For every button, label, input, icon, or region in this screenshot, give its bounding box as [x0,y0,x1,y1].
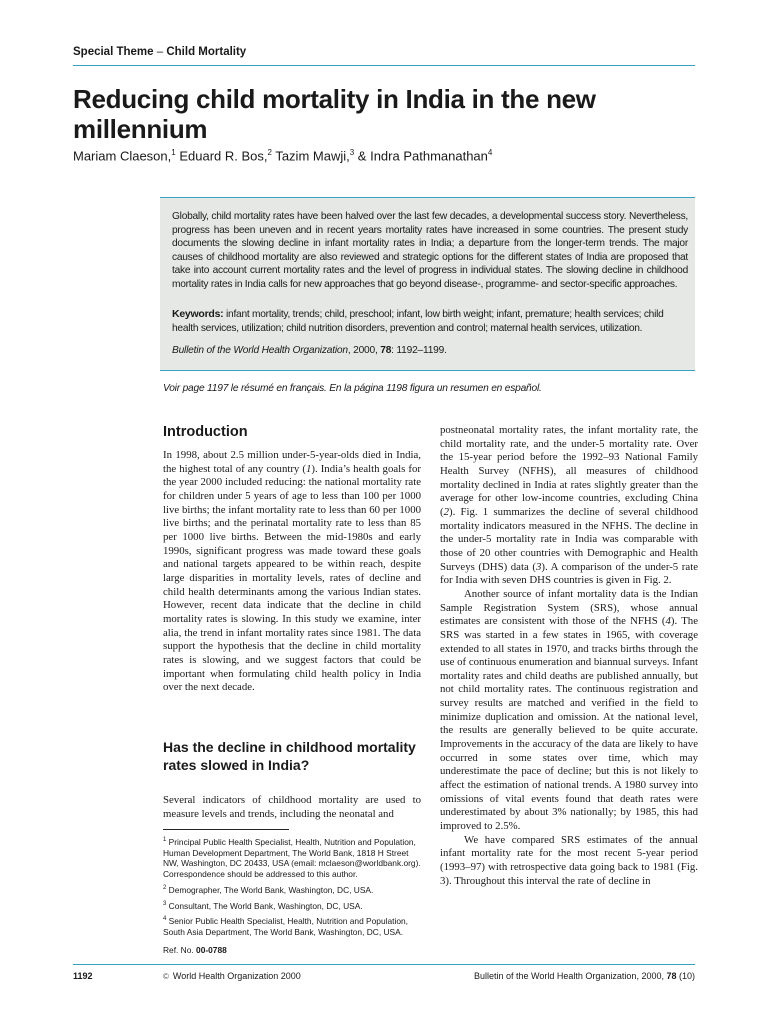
citation-journal: Bulletin of the World Health Organization [172,345,348,356]
citation-volume: 78 [380,345,392,356]
footnote [163,899,425,912]
keywords [172,308,688,335]
footnote-mark: 4 [163,916,167,923]
footnote-mark: 3 [163,900,167,907]
footnote-text: Principal Public Health Specialist, Health, Nutrition and Population, Human Development Department, The World Bank, 1818 H Street NW, Washington, DC 20433, USA (email: mclaeson@worldbank.org). Correspondence should be addressed to this author. [163,836,421,880]
copyright [163,971,301,981]
footnote-text: Consultant, The World Bank, Washington, DC, USA. [168,900,363,911]
footnote [163,914,425,937]
footnotes [163,835,425,955]
header-theme: Special Theme [73,46,154,58]
author-list [73,148,492,163]
header-divider [73,65,695,66]
footnote-mark: 2 [163,884,167,891]
author-affiliation-mark: 1 [171,148,176,157]
footnote [163,835,425,880]
section-heading-introduction: Introduction [163,424,248,440]
footnote-text: Demographer, The World Bank, Washington, DC, USA. [168,884,374,895]
author-affiliation-mark: 4 [487,148,493,157]
header-topic: Child Mortality [166,46,247,58]
article-title: Reducing child mortality in India in the new millennium [73,84,596,144]
right-column-text [440,424,698,888]
running-header [73,46,246,58]
footnote-text: Senior Public Health Specialist, Health, Nutrition and Population, South Asia Department, The World Bank, Washington, DC, USA. [163,915,408,937]
abstract-text: Globally, child mortality rates have been halved over the last few decades, a developmental success story. Nevertheless, progress has been uneven and in recent years mortality rates have increased in some countries. The present study documents the slowing decline in infant mortality rates in India; a departure from the longer-term trends. The major causes of childhood mortality are also reviewed and strategic options for the different states of India are proposed that take into account current mortality rates and the level of progress in individual states. The slowing decline in childhood mortality rates in India calls for new approaches that go beyond disease-, programme- and sector-specific approaches. [172,211,688,290]
author-name: Tazim Mawji, [271,148,350,164]
footer-issue: (10) [676,971,695,981]
keywords-list: infant mortality, trends; child, preschool; infant, low birth weight; infant, premature; health services; child health services, utilization; child nutrition disorders, prevention and control; maternal health services, utilization. [172,309,664,334]
reference-citation[interactable]: 4 [665,615,671,628]
reference-citation[interactable]: 1 [305,462,312,475]
copyright-text: World Health Organization 2000 [172,971,301,981]
copyright-icon: © [163,972,169,981]
decline-text [163,794,421,821]
paragraph-text: ). A comparison of the under-5 rate for India with seven DHS countries is given in Fig. 2. [440,560,698,587]
reference-citation[interactable]: 2 [443,505,450,518]
footer-journal-name: Bulletin of the World Health Organization, 2000, [474,971,667,981]
author-affiliation-mark: 3 [349,148,355,157]
author-name: & Indra Pathmanathan [354,148,488,164]
author-name: Mariam Claeson, [73,148,172,164]
ref-no-label: Ref. No. [163,944,197,955]
paragraph-text: postneonatal mortality rates, the infant mortality rate, the child mortality rate, and the under-5 mortality rate. Over the 15-year period before the 1992–93 National Family Health Survey (NFHS), all measures of childhood mortality declined in India at rates slightly greater than the average for other low-income countries, excluding China ( [440,424,698,518]
paragraph-text: Another source of infant mortality data is the Indian Sample Registration System (SRS), whose annual estimates are consistent with those of the NFHS ( [440,587,698,628]
introduction-text [163,449,421,695]
footnote [163,883,425,896]
footer-volume: 78 [666,971,677,981]
paragraph-text: Several indicators of childhood mortality are used to measure levels and trends, including the neonatal and [163,794,421,820]
footnote-mark: 1 [163,837,167,843]
reference-number [163,945,425,956]
author-affiliation-mark: 2 [267,148,272,157]
paragraph-text: In 1998, about 2.5 million under-5-year-olds died in India, the highest total of any country ( [163,449,421,475]
footer-journal [474,971,695,981]
paragraph-text: ). Fig. 1 summarizes the decline of several childhood mortality indicators measured in the NFHS. The decline in the under-5 mortality rate in India was comparable with those of 20 other countries with Demographic and Health Surveys (DHS) data ( [440,505,698,573]
reference-citation[interactable]: 3 [535,560,542,573]
paragraph-text: ). India’s health goals for the year 2000 included reducing: the national mortality rate for children under 5 years of age to less than 100 per 1000 live births; the infant mortality rate to less than 60 per 1000 live births; and the perinatal mortality rate to less than 85 per 1000 live births. Between the mid-1980s and early 1990s, significant progress was made toward these goals and national targets appeared to be within reach, despite large disparities in mortality levels, rates of decline and child health determinants among the various Indian states. However, recent data indicate that the decline in child mortality rates is slowing. In this study we examine, inter alia, the trend in infant mortality rates since 1981. The data support the hypothesis that the decline in child mortality rates is slowing, and we suggest factors that could be important when formulating child health policy in India over the next decade. [163,462,421,694]
keywords-label: Keywords: [172,308,224,320]
paragraph-text: We have compared SRS estimates of the annual infant mortality rate for the most recent 5-year period (1993–97) with retrospective data going back to 1981 (Fig. 3). Throughout this interval the rate of decline in [440,833,698,887]
footer-divider [73,964,695,965]
author-name: Eduard R. Bos, [175,148,268,164]
footnote-divider [163,829,289,830]
section-heading-decline: Has the decline in childhood mortality rates slowed in India? [163,739,416,773]
citation-year: , 2000, [347,345,381,356]
ref-no-value: 00-0788 [196,944,227,955]
citation-pages: : 1192–1199. [391,345,447,356]
page-number: 1192 [73,971,93,981]
header-separator: – [153,46,167,58]
citation [172,345,447,356]
translation-note: Voir page 1197 le résumé en français. En la página 1198 figura un resumen en español. [163,383,542,394]
paragraph-text: ). The SRS was started in a few states in 1965, with coverage extended to all states in 1970, and tracks births through the use of continuous enumeration and biannual surveys. Infant mortality rates and child deaths are published annually, but not child mortality rates. The continuous registration and survey results are matched and verified in the field to minimize duplication and omission. At the national level, the results are generally believed to be quite accurate. Improvements in the accuracy of the data are likely to have occurred in some states over time, which may underestimate the pace of decline; but this is not likely to affect the estimation of national trends. A 1980 survey into omissions of vital events found that death rates were underestimated by about 3% nationally; by 1985, this had improved to 2.5%. [440,615,698,833]
